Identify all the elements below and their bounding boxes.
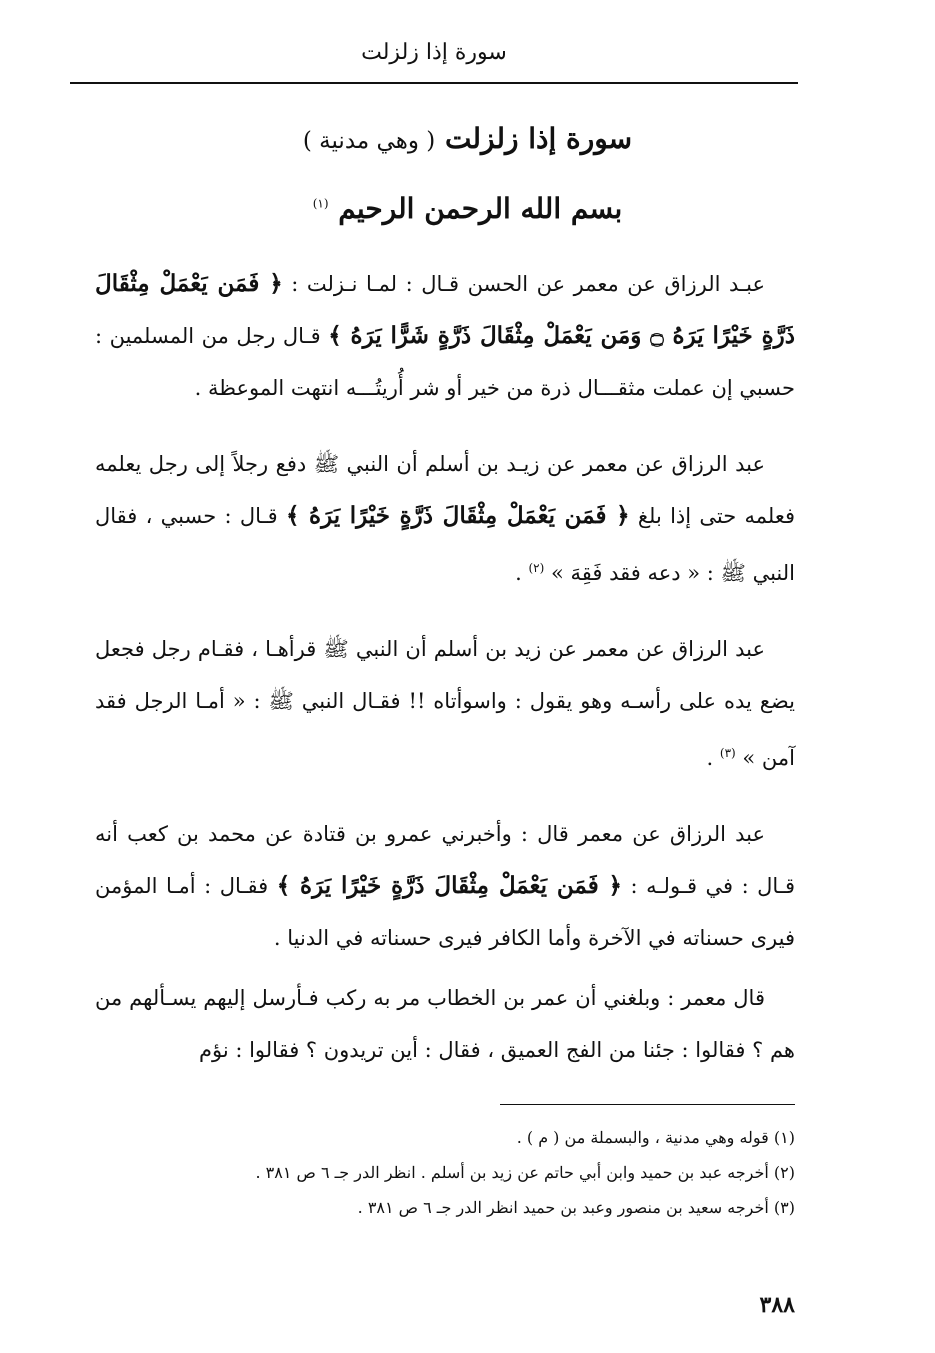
paragraph-text: عبد الرزاق عن معمر عن زيد بن أسلم أن النبي ﷺ قرأهـا ، فقـام رجل فجعل يضع يده على رأسـه وهو يقول : واسوأتاه !! فقـال النبي ﷺ : « أمـا الرجل فقد آمن » bbox=[95, 637, 795, 770]
quran-verse: ﴿ فَمَن يَعْمَلْ مِثْقَالَ ذَرَّةٍ خَيْرًا يَرَهُ ﴾ bbox=[285, 502, 630, 529]
page-number: ٣٨٨ bbox=[759, 1292, 795, 1318]
surah-title bbox=[0, 122, 935, 155]
footnote-rule bbox=[500, 1104, 795, 1105]
paragraph-text: عبد الرزاق عن معمر عن زيـد بن أسلم أن النبي ﷺ دفع رجلاً إلى رجل يعلمه فعلمه حتى إذا بلغ bbox=[95, 452, 795, 528]
body-text bbox=[95, 258, 795, 1100]
paragraph-1 bbox=[95, 258, 795, 414]
footnotes bbox=[95, 1120, 795, 1225]
paragraph-text: قـال : حسبي ، فقال النبي ﷺ : « دعه فقد فَقِهَ » bbox=[95, 504, 795, 585]
basmala-text: بسم الله الرحمن الرحيم bbox=[338, 192, 623, 225]
basmala-footnote-ref: (١) bbox=[312, 196, 329, 211]
running-head: سورة إذا زلزلت bbox=[361, 40, 507, 65]
surah-title-main: سورة إذا زلزلت bbox=[444, 122, 633, 155]
paragraph-text: قال معمر : وبلغني أن عمر بن الخطاب مر به ركب فـأرسل إليهم يسـألهم من هم ؟ فقالوا : جئنا من الفج العميق ، فقال : أين تريدون ؟ فقالوا : نؤم bbox=[95, 986, 795, 1062]
quran-verse: ﴿ فَمَن يَعْمَلْ مِثْقَالَ ذَرَّةٍ خَيْرًا يَرَهُ ﴾ bbox=[276, 872, 623, 899]
paragraph-text: عبـد الرزاق عن معمر عن الحسن قـال : لمـا نـزلت : bbox=[282, 272, 766, 296]
paragraph-text: قـال رجل من المسلمين : حسبي إن عملت مثقـــال ذرة من خير أو شر أُريتُـــه انتهت الموعظة . bbox=[95, 324, 795, 400]
paragraph-4 bbox=[95, 808, 795, 964]
paragraph-2 bbox=[95, 438, 795, 599]
paragraph-text: . bbox=[515, 561, 529, 585]
footnote-1: (١) قوله وهي مدنية ، والبسملة من ( م ) . bbox=[516, 1128, 795, 1147]
paragraph-text: . bbox=[706, 746, 720, 770]
quran-verse: ﴿ فَمَن يَعْمَلْ مِثْقَالَ ذَرَّةٍ خَيْرًا يَرَهُ ۝ وَمَن يَعْمَلْ مِثْقَالَ ذَرَّةٍ شَرًّا يَرَهُ ﴾ bbox=[95, 270, 795, 349]
paragraph-5 bbox=[95, 972, 795, 1076]
header-rule bbox=[70, 82, 798, 84]
surah-title-paren: ( وهي مدنية ) bbox=[302, 128, 436, 154]
footnote-ref: (٣) bbox=[719, 746, 736, 760]
footnote-3: (٣) أخرجه سعيد بن منصور وعبد بن حميد انظر الدر جـ ٦ ص ٣٨١ . bbox=[357, 1198, 795, 1217]
paragraph-3 bbox=[95, 623, 795, 784]
paragraph-text: فقـال : أمـا المؤمن فيرى حسناته في الآخرة وأما الكافر فيرى حسناته في الدنيا . bbox=[95, 874, 795, 950]
footnote-ref: (٢) bbox=[528, 561, 545, 575]
basmala bbox=[0, 192, 935, 225]
paragraph-text: عبد الرزاق عن معمر قال : وأخبرني عمرو بن قتادة عن محمد بن كعب أنه قـال : في قـولـه : bbox=[95, 822, 796, 898]
footnote-2: (٢) أخرجه عبد بن حميد وابن أبي حاتم عن زيد بن أسلم . انظر الدر جـ ٦ ص ٣٨١ . bbox=[255, 1163, 795, 1182]
